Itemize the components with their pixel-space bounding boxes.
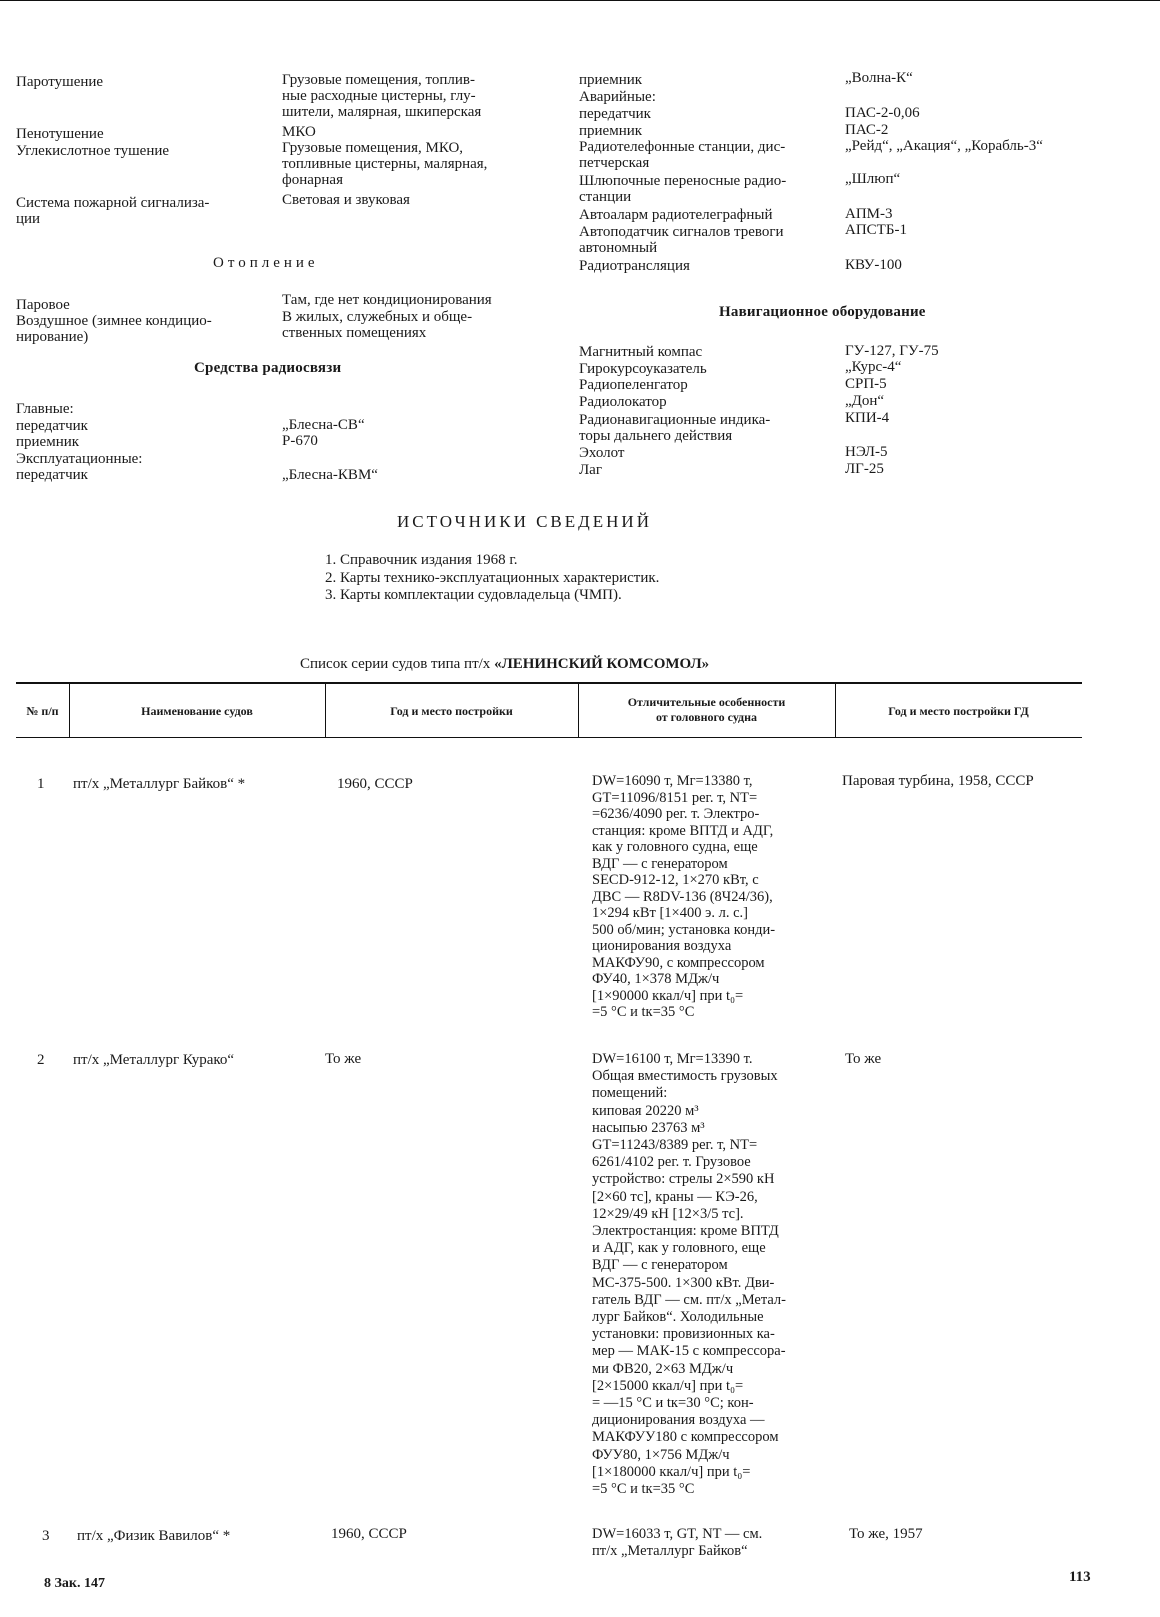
sources-title: ИСТОЧНИКИ СВЕДЕНИЙ — [397, 512, 652, 531]
header-num: № п/п — [26, 704, 59, 718]
spec-term: Радионавигационные индика- торы дальнего действия — [579, 412, 771, 444]
spec-term: Паровое — [16, 297, 70, 313]
build-info: 1960, СССР — [331, 1526, 407, 1542]
top-rule — [0, 0, 1160, 1]
spec-value: ПАС-2-0,06 — [845, 105, 920, 121]
caption-ship-type: «ЛЕНИНСКИЙ КОМСОМОЛ» — [494, 656, 710, 672]
spec-term: приемник — [579, 123, 643, 139]
spec-term: Пенотушение — [16, 126, 104, 142]
source-item: 2. Карты технико-эксплуатационных характеристик. — [325, 570, 660, 586]
caption-prefix: Список серии судов типа пт/х — [300, 656, 495, 672]
spec-term: Гирокурсоуказатель — [579, 361, 707, 377]
spec-term: Магнитный компас — [579, 344, 703, 360]
header-built: Год и место постройки — [390, 704, 513, 718]
header-name: Наименование судов — [141, 704, 253, 718]
spec-term: передатчик — [579, 106, 651, 122]
ship-name: пт/х „Физик Вавилов“ * — [77, 1528, 231, 1544]
page-number: 113 — [1069, 1569, 1091, 1585]
spec-value: Грузовые помещения, МКО, топливные цистерны, малярная, фонарная — [282, 140, 488, 188]
spec-value: АПМ-3 — [845, 206, 893, 222]
spec-term: приемник — [16, 434, 80, 450]
header-engine: Год и место постройки ГД — [888, 704, 1029, 718]
heating-title: Отопление — [213, 255, 319, 271]
spec-term: передатчик — [16, 467, 88, 483]
distinctive-features: DW=16033 т, GT, NT — см. пт/х „Металлург Байков“ — [592, 1526, 763, 1559]
build-info: 1960, СССР — [337, 776, 413, 792]
spec-term: Радиопеленгатор — [579, 377, 688, 393]
spec-value: ПАС-2 — [845, 122, 889, 138]
spec-value: „Блесна-КВМ“ — [282, 467, 378, 483]
spec-value: КВУ-100 — [845, 257, 902, 273]
spec-value: НЭЛ-5 — [845, 444, 888, 460]
ship-name: пт/х „Металлург Байков“ * — [73, 776, 246, 792]
spec-value: „Шлюп“ — [845, 171, 901, 187]
spec-term: Аварийные: — [579, 89, 656, 105]
spec-term: Лаг — [579, 462, 602, 478]
spec-value: СРП-5 — [845, 376, 887, 392]
spec-term: Радиотрансляция — [579, 258, 690, 274]
row-number: 2 — [37, 1052, 45, 1068]
spec-term: Автоаларм радиотелеграфный — [579, 207, 773, 223]
spec-term: Воздушное (зимнее кондицио- нирование) — [16, 313, 212, 345]
build-info: То же — [325, 1051, 362, 1067]
table-top-rule — [16, 682, 1082, 684]
ship-name: пт/х „Металлург Курако“ — [73, 1052, 235, 1068]
spec-value: „Дон“ — [845, 393, 885, 409]
spec-term: Шлюпочные переносные радио- станции — [579, 173, 787, 205]
spec-value: Р-670 — [282, 433, 318, 449]
engine-info: То же, 1957 — [849, 1526, 923, 1542]
footer-order-note: 8 Зак. 147 — [44, 1576, 105, 1591]
spec-value: „Рейд“, „Акация“, „Корабль-3“ — [845, 138, 1043, 154]
spec-term: приемник — [579, 72, 643, 88]
source-item: 1. Справочник издания 1968 г. — [325, 552, 518, 568]
row-number: 1 — [37, 776, 45, 792]
spec-term: Автоподатчик сигналов тревоги автономный — [579, 224, 784, 256]
spec-value: Там, где нет кондиционирования — [282, 292, 492, 308]
spec-value: ГУ-127, ГУ-75 — [845, 343, 939, 359]
spec-value: Грузовые помещения, топлив- ные расходные цистерны, глу- шители, малярная, шкиперская — [282, 72, 482, 120]
engine-info: То же — [845, 1051, 882, 1067]
spec-value: ЛГ-25 — [845, 461, 884, 477]
spec-term: Углекислотное тушение — [16, 143, 170, 159]
spec-value: Световая и звуковая — [282, 192, 410, 208]
spec-value: „Волна-К“ — [845, 70, 913, 86]
spec-term: Главные: — [16, 401, 74, 417]
spec-value: „Курс-4“ — [845, 359, 902, 375]
spec-term: Паротушение — [16, 74, 104, 90]
radio-title: Средства радиосвязи — [194, 360, 342, 376]
spec-value: „Блесна-СВ“ — [282, 417, 365, 433]
table-header-rule — [16, 737, 1082, 738]
header-features: Отличительные особенности от головного судна — [627, 695, 786, 724]
row-number: 3 — [42, 1528, 50, 1544]
spec-term: передатчик — [16, 418, 88, 434]
spec-term: Система пожарной сигнализа- ции — [16, 195, 210, 227]
navigation-title: Навигационное оборудование — [719, 304, 926, 320]
engine-info: Паровая турбина, 1958, СССР — [842, 773, 1034, 789]
spec-value: КПИ-4 — [845, 410, 890, 426]
spec-term: Радиолокатор — [579, 394, 667, 410]
table-caption — [300, 656, 709, 673]
spec-value: МКО — [282, 124, 316, 140]
spec-term: Эксплуатационные: — [16, 451, 143, 467]
distinctive-features: DW=16100 т, Mг=13390 т. Общая вместимость грузовых помещений: киповая 20220 м³ насыпью 23763 м³ GT=11243/8389 рег. т, NT= 6261/4102 рег. т. Грузовое устройство: стрелы 2×590 кН [2×60 тс], краны — КЭ-26, 12×29/49 кН [12×3/5 тс]. Электростанция: кроме ВПТД и АДГ, как у головного, еще ВДГ — с генератором МС-375-500. 1×300 кВт. Дви- гатель ВДГ — см. пт/х „Метал- лург Байков“. Холодильные установки: провизионных ка- мер — МАК-15 с компрессора- ми ФВ20, 2×63 МДж/ч [2×15000 ккал/ч] при t₀= = —15 °C и tк=30 °C; кон- диционирования воздуха — МАКФУУ180 с компрессором ФУУ80, 1×756 МДж/ч [1×180000 ккал/ч] при t₀= =5 °C и tк=35 °C — [592, 1051, 786, 1498]
spec-term: Эхолот — [579, 445, 625, 461]
spec-value: АПСТБ-1 — [845, 222, 907, 238]
spec-value: В жилых, служебных и обще- ственных помещениях — [282, 309, 473, 341]
spec-term: Радиотелефонные станции, дис- петчерская — [579, 139, 786, 171]
distinctive-features: DW=16090 т, Mг=13380 т, GT=11096/8151 рег. т, NT= =6236/4090 рег. т. Электро- станция: кроме ВПТД и АДГ, как у головного судна, еще ВДГ — с генератором SECD-912-12, 1×270 кВт, с ДВС — R8DV-136 (8Ч24/36), 1×294 кВт [1×400 э. л. с.] 500 об/мин; установка конди- ционирования воздуха МАКФУ90, с компрессором ФУ40, 1×378 МДж/ч [1×90000 ккал/ч] при t₀= =5 °C и tк=35 °C — [592, 773, 776, 1020]
source-item: 3. Карты комплектации судовладельца (ЧМП). — [325, 587, 622, 603]
